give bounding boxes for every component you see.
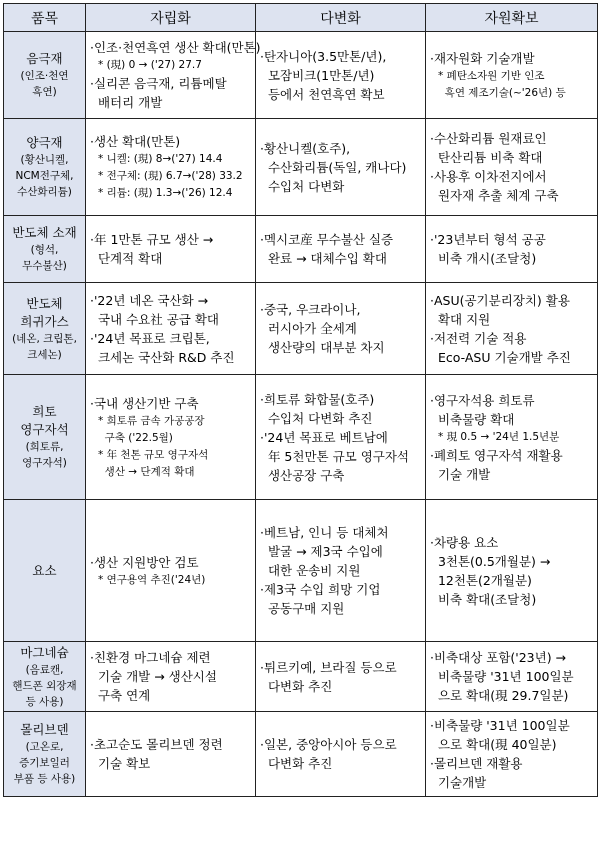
bullet-text: 원자재 추출 체계 구축 [430, 188, 559, 203]
header-row [4, 4, 598, 32]
category-subtitle: 크세논) [27, 348, 62, 361]
bullet-text: ·'22년 네온 국산화 → [90, 292, 209, 308]
category-cell [4, 642, 86, 712]
bullet-text: 수입처 다변화 추진 [260, 410, 373, 426]
category-name: 음극재 [26, 51, 63, 66]
bullet-text: ·폐희토 영구자석 재활용 [430, 447, 563, 463]
table-row [4, 500, 598, 642]
detail-note: * 폐탄소자원 기반 인조 [438, 69, 545, 82]
category-subtitle: 흑연) [32, 86, 57, 98]
table-row [4, 712, 598, 797]
bullet-text: 기술개발 [430, 775, 487, 790]
category-subtitle: 등 사용) [25, 695, 64, 708]
header-self-reliance: 자립화 [86, 4, 256, 32]
category-subtitle: (음료캔, [25, 663, 64, 676]
bullet-text: 대한 운송비 지원 [260, 563, 361, 578]
resource-cell [426, 283, 598, 375]
category-cell [4, 283, 86, 375]
bullet-text: ·일본, 중앙아시아 등으로 [260, 737, 397, 752]
bullet-text: 기술 확보 [90, 756, 151, 771]
bullet-text: 크세논 국산화 R&D 추진 [90, 349, 235, 365]
table-row [4, 32, 598, 119]
bullet-text: 모잠비크(1만톤/년) [260, 67, 375, 83]
bullet-text: 비축물량 '31년 100일분 [430, 669, 574, 684]
self-reliance-cell [86, 283, 256, 375]
bullet-text: ·영구자석용 희토류 [430, 392, 535, 408]
category-subtitle: (황산니켈, [20, 154, 69, 166]
table-row [4, 375, 598, 500]
bullet-text: ·'23년부터 형석 공공 [430, 232, 546, 247]
resource-cell [426, 500, 598, 642]
category-subtitle: (희토류, [25, 441, 64, 453]
self-reliance-cell [86, 375, 256, 500]
category-subtitle: 수산화리튬) [17, 186, 72, 198]
category-subtitle: NCM전구체, [15, 170, 74, 182]
category-subtitle: 영구자석) [22, 457, 67, 469]
detail-note: 흑연 제조기술(~'26년) 등 [438, 86, 566, 99]
bullet-text: 국내 수요社 공급 확대 [90, 311, 219, 327]
category-name: 마그네슘 [20, 644, 69, 660]
bullet-text: ·'24년 목표로 베트남에 [260, 429, 388, 445]
bullet-text: ·초고순도 몰리브덴 정련 [90, 737, 223, 752]
category-subtitle: (형석, [30, 244, 59, 256]
bullet-text: 배터리 개발 [90, 95, 163, 110]
bullet-text: 年 5천만톤 규모 영구자석 [260, 448, 409, 464]
bullet-text: ·제3국 수입 희망 기업 [260, 582, 381, 597]
bullet-text: ·실리콘 음극재, 리튬메탈 [90, 76, 227, 91]
bullet-text: ·인조·천연흑연 생산 확대(만톤) [90, 40, 261, 55]
bullet-text: 수입처 다변화 [260, 178, 345, 194]
bullet-text: 생산공장 구축 [260, 467, 345, 483]
bullet-text: 러시아가 全세계 [260, 321, 357, 336]
category-name-line2: 영구자석 [20, 422, 69, 437]
bullet-text: 단계적 확대 [90, 251, 163, 266]
bullet-text: 12천톤(2개월분) [430, 572, 532, 588]
resource-cell [426, 712, 598, 797]
bullet-text: ·비축물량 '31년 100일분 [430, 718, 570, 733]
category-cell [4, 216, 86, 283]
bullet-text: 으로 확대(現 40일분) [430, 737, 557, 752]
bullet-text: 비축 개시(조달청) [430, 251, 537, 266]
bullet-text: ·ASU(공기분리장치) 활용 [430, 292, 570, 308]
self-reliance-cell [86, 32, 261, 119]
bullet-text: ·희토류 화합물(호주) [260, 391, 375, 407]
resource-cell [426, 375, 598, 500]
category-name: 양극재 [26, 135, 63, 150]
self-reliance-cell [86, 216, 256, 283]
bullet-text: 다변화 추진 [260, 678, 333, 694]
category-name-line2: 희귀가스 [20, 313, 69, 329]
bullet-text: ·재자원화 기술개발 [430, 50, 535, 66]
bullet-text: ·차량용 요소 [430, 534, 499, 550]
header-diversification: 다변화 [256, 4, 426, 32]
bullet-text: 등에서 천연흑연 확보 [260, 86, 385, 102]
diversification-cell [256, 119, 426, 216]
bullet-text: ·멕시코産 무수불산 실증 [260, 232, 394, 247]
table-row [4, 119, 598, 216]
category-cell [4, 119, 86, 216]
bullet-text: 공동구매 지원 [260, 601, 345, 616]
category-subtitle: 무수불산) [22, 260, 67, 272]
category-subtitle: (네온, 크립톤, [12, 332, 77, 345]
bullet-text: ·생산 확대(만톤) [90, 134, 181, 149]
bullet-text: ·중국, 우크라이나, [260, 302, 361, 317]
category-cell [4, 500, 86, 642]
resource-cell [426, 32, 598, 119]
bullet-text: ·국내 생산기반 구축 [90, 395, 199, 411]
category-name: 요소 [32, 562, 57, 578]
bullet-text: ·몰리브덴 재활용 [430, 756, 523, 771]
bullet-text: ·친환경 마그네슘 제련 [90, 650, 211, 665]
bullet-text: 수산화리튬(독일, 캐나다) [260, 159, 407, 175]
diversification-cell [256, 642, 426, 712]
category-name: 반도체 소재 [12, 225, 77, 240]
category-name: 몰리브덴 [20, 722, 69, 737]
bullet-text: 확대 지원 [430, 311, 491, 327]
detail-note: * (現) 0 → ('27) 27.7 [98, 59, 202, 71]
detail-note: * 니켈: (現) 8→('27) 14.4 [98, 153, 223, 165]
detail-note: * 희토류 금속 가공공장 [98, 414, 205, 427]
table-row [4, 642, 598, 712]
bullet-text: ·튀르키예, 브라질 등으로 [260, 659, 397, 675]
table-row [4, 283, 598, 375]
category-name: 희토 [32, 404, 57, 419]
bullet-text: 다변화 추진 [260, 756, 333, 771]
diversification-cell [256, 500, 426, 642]
header-resource-securing: 자원확보 [426, 4, 598, 32]
diversification-cell [256, 32, 426, 119]
bullet-text: ·비축대상 포함('23년) → [430, 650, 567, 665]
category-subtitle: 부품 등 사용) [13, 773, 76, 785]
bullet-text: ·베트남, 인니 등 대체처 [260, 525, 389, 540]
self-reliance-cell [86, 642, 256, 712]
bullet-text: 비축물량 확대 [430, 411, 515, 427]
diversification-cell [256, 283, 426, 375]
table-row [4, 216, 598, 283]
detail-note: 구축 ('22.5월) [98, 431, 173, 444]
bullet-text: 기술 개발 → 생산시설 [90, 669, 217, 684]
bullet-text: 탄산리튬 비축 확대 [430, 150, 543, 165]
bullet-text: 구축 연계 [90, 688, 151, 703]
resource-cell [426, 642, 598, 712]
bullet-text: Eco-ASU 기술개발 추진 [430, 349, 571, 365]
bullet-text: 완료 → 대체수입 확대 [260, 251, 387, 266]
bullet-text: ·탄자니아(3.5만톤/년), [260, 48, 387, 64]
category-subtitle: (인조·천연 [20, 70, 69, 82]
diversification-cell [256, 216, 426, 283]
resource-cell [426, 119, 598, 216]
bullet-text: 기술 개발 [430, 466, 491, 482]
bullet-text: ·황산니켈(호주), [260, 140, 351, 156]
bullet-text: 3천톤(0.5개월분) → [430, 553, 551, 569]
detail-note: * 年 천톤 규모 영구자석 [98, 448, 209, 461]
bullet-text: ·年 1만톤 규모 생산 → [90, 232, 214, 247]
bullet-text: 생산량의 대부분 차지 [260, 340, 385, 355]
detail-note: 생산 → 단계적 확대 [98, 465, 195, 478]
self-reliance-cell [86, 119, 256, 216]
bullet-text: ·수산화리튬 원재료인 [430, 131, 547, 146]
bullet-text: ·'24년 목표로 크립톤, [90, 330, 210, 346]
category-cell [4, 32, 86, 119]
detail-note: * 리튬: (現) 1.3→('26) 12.4 [98, 187, 233, 199]
category-cell [4, 712, 86, 797]
bullet-text: ·저전력 기술 적용 [430, 330, 527, 346]
bullet-text: 비축 확대(조달청) [430, 591, 537, 607]
category-subtitle: 증기보일러 [19, 757, 70, 769]
self-reliance-cell [86, 712, 256, 797]
category-name: 반도체 [26, 295, 63, 311]
bullet-text: 으로 확대(現 29.7일분) [430, 688, 569, 703]
diversification-cell [256, 712, 426, 797]
category-subtitle: 핸드폰 외장재 [12, 679, 77, 692]
bullet-text: 발굴 → 제3국 수입에 [260, 544, 383, 559]
diversification-cell [256, 375, 426, 500]
category-subtitle: (고온로, [25, 741, 64, 753]
category-cell [4, 375, 86, 500]
header-item: 품목 [4, 4, 86, 32]
bullet-text: ·생산 지원방안 검토 [90, 554, 199, 570]
detail-note: * 전구체: (現) 6.7→('28) 33.2 [98, 170, 243, 182]
detail-note: * 연구용역 추진('24년) [98, 573, 206, 586]
policy-table [3, 3, 598, 797]
detail-note: * 現 0.5 → '24년 1.5년분 [438, 430, 560, 443]
resource-cell [426, 216, 598, 283]
bullet-text: ·사용후 이차전지에서 [430, 169, 547, 184]
self-reliance-cell [86, 500, 256, 642]
